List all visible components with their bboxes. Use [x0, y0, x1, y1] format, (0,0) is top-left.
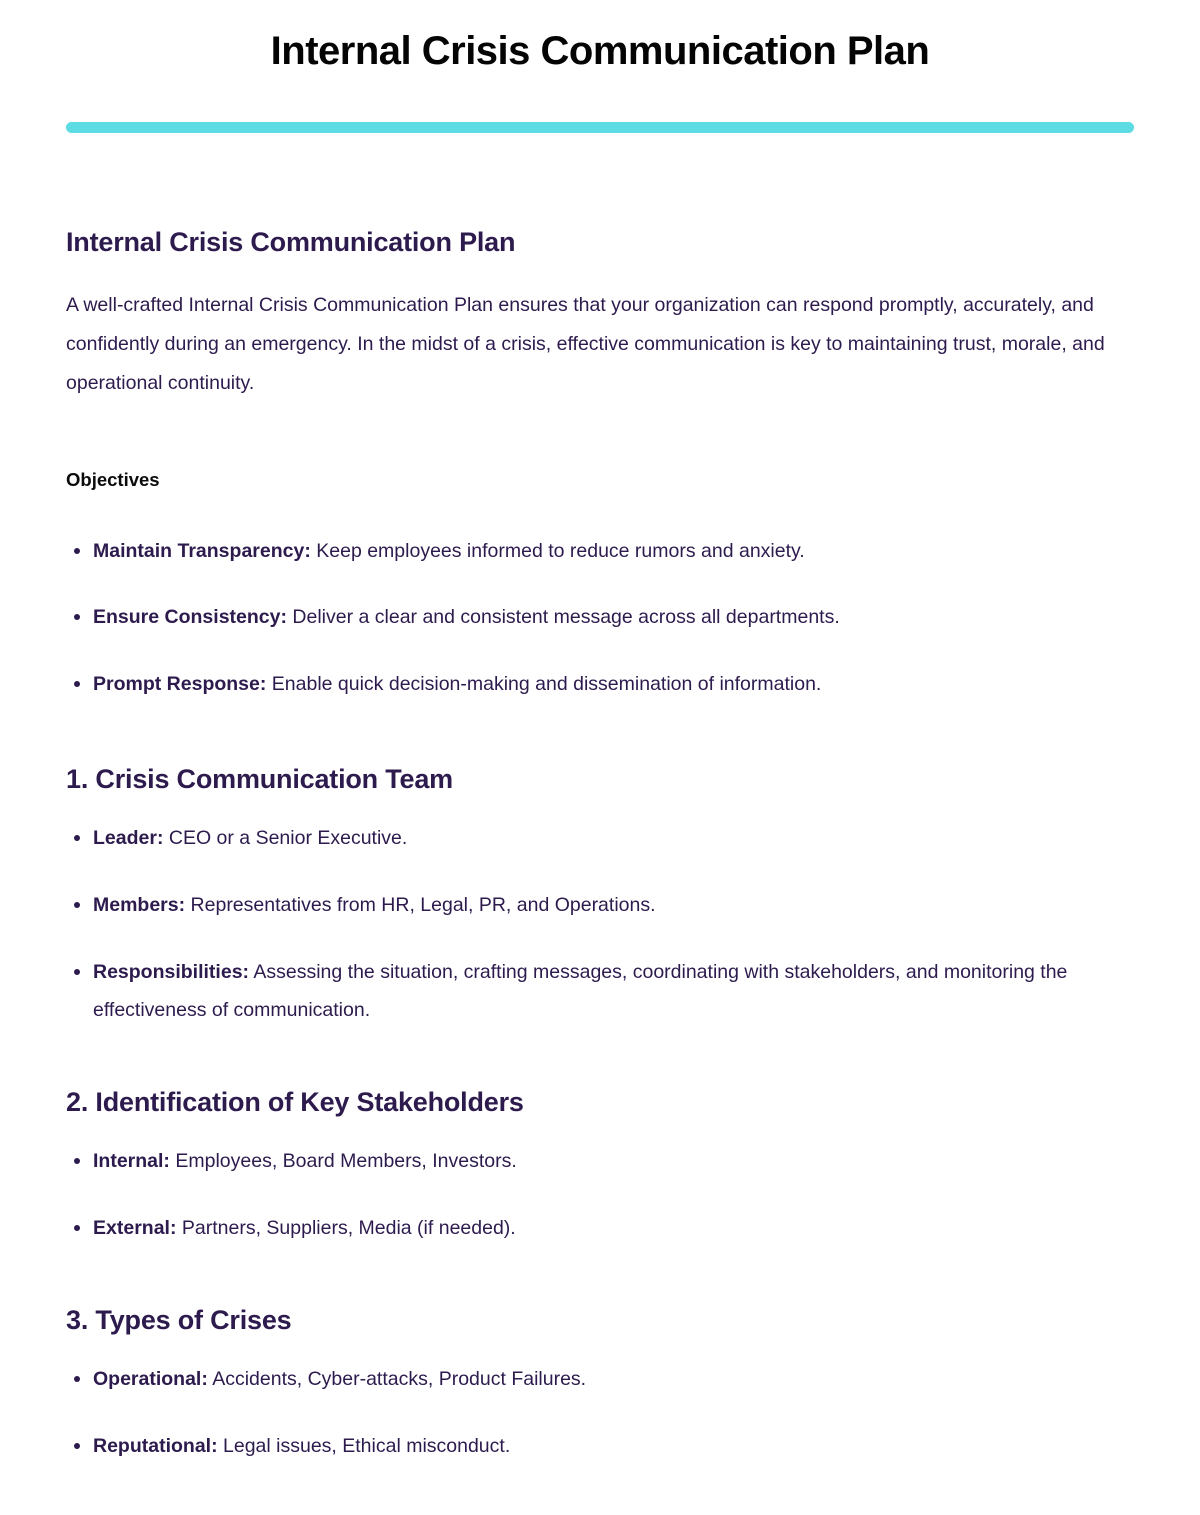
list-item	[66, 1427, 1108, 1466]
page-title: Internal Crisis Communication Plan	[270, 29, 930, 73]
list-item-text: Accidents, Cyber-attacks, Product Failures.	[207, 1368, 587, 1391]
document-masthead	[0, 0, 1200, 133]
list-item-label: Operational:	[93, 1368, 208, 1391]
list-item-text: Employees, Board Members, Investors.	[169, 1150, 517, 1173]
list-item	[66, 1360, 1108, 1399]
list-item	[66, 819, 1108, 858]
section-list	[66, 1360, 1134, 1466]
list-item-label: Leader:	[93, 827, 164, 850]
list-item-label: External:	[93, 1217, 177, 1240]
list-item-label: Internal:	[93, 1150, 170, 1173]
document-content	[0, 225, 1200, 1465]
section-heading: 1. Crisis Communication Team	[66, 763, 453, 794]
title-divider-container	[0, 122, 1200, 133]
list-item-text: Representatives from HR, Legal, PR, and Operations.	[185, 893, 656, 916]
list-item	[66, 1209, 1108, 1248]
list-item	[66, 953, 1108, 1031]
list-item	[66, 665, 1108, 704]
objectives-list	[66, 532, 1134, 704]
list-item-label: Prompt Response:	[93, 673, 267, 696]
list-item-text: Enable quick decision-making and dissemination of information.	[266, 673, 822, 696]
list-item-label: Reputational:	[93, 1434, 218, 1457]
list-item-label: Maintain Transparency:	[93, 539, 311, 562]
list-item	[66, 598, 1108, 637]
section-list	[66, 1142, 1134, 1248]
section-identification-of-key-stakeholders	[66, 1085, 1134, 1248]
accent-divider	[66, 122, 1134, 133]
list-item-label: Members:	[93, 893, 186, 916]
list-item-text: Keep employees informed to reduce rumors and anxiety.	[310, 539, 805, 562]
objectives-heading: Objectives	[66, 468, 160, 490]
list-item-label: Responsibilities:	[93, 960, 250, 983]
intro-section-heading: Internal Crisis Communication Plan	[66, 227, 516, 258]
intro-paragraph: A well-crafted Internal Crisis Communication Plan ensures that your organization can respond promptly, accurately, and confidently during an emergency. In the midst of a crisis, effective communication is key to maintaining trust, morale, and operational continuity.	[66, 294, 1105, 394]
list-item-text: Legal issues, Ethical misconduct.	[217, 1434, 511, 1457]
list-item-label: Ensure Consistency:	[93, 606, 287, 629]
list-item	[66, 1142, 1108, 1181]
list-item	[66, 532, 1108, 571]
section-heading: 2. Identification of Key Stakeholders	[66, 1087, 524, 1118]
section-types-of-crises	[66, 1303, 1134, 1466]
list-item-text: Deliver a clear and consistent message across all departments.	[286, 606, 840, 629]
section-list	[66, 819, 1134, 1030]
list-item	[66, 886, 1108, 925]
list-item-text: Partners, Suppliers, Media (if needed).	[176, 1217, 516, 1240]
section-crisis-communication-team	[66, 762, 1134, 1030]
list-item-text: CEO or a Senior Executive.	[163, 827, 408, 850]
section-heading: 3. Types of Crises	[66, 1304, 292, 1335]
list-item-text: Assessing the situation, crafting messages, coordinating with stakeholders, and monitoring the effectiveness of communication.	[93, 960, 1068, 1022]
